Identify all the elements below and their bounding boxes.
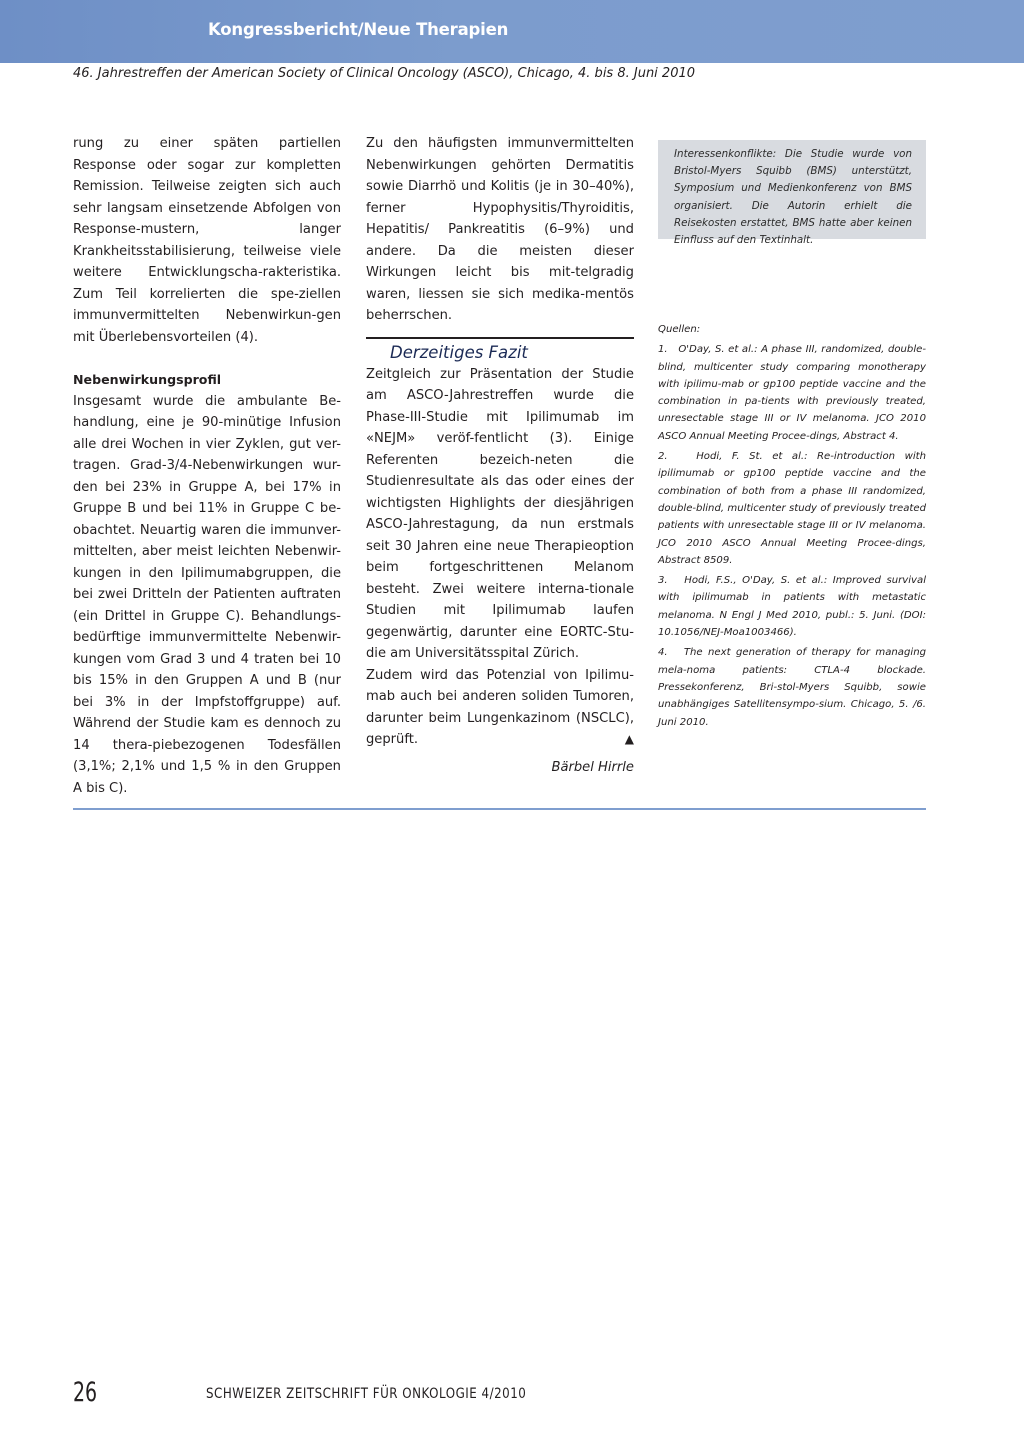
conflict-text: Interessenkonflikte: Die Studie wurde von Bristol-Myers Squibb (BMS) unterstützt, Symposium und Medienkonferenz von BMS organisiert. Die Autorin erhielt die Reisekosten erstattet, BMS hatte aber keinen Einfluss auf den Textinhalt. — [674, 148, 912, 247]
subheading-side-effects: Nebenwirkungsprofil — [73, 372, 222, 387]
page-number: 26 — [73, 1377, 98, 1408]
journal-name: SCHWEIZER ZEITSCHRIFT FÜR ONKOLOGIE 4/2010 — [206, 1386, 527, 1402]
author-name: Bärbel Hirrle — [551, 759, 634, 775]
header-band — [0, 0, 1024, 63]
reference-item: 2. Hodi, F. St. et al.: Re-introduction with ipilimumab or gp100 peptide vaccine and the combination of both from a phase III randomized, double-blind, multicenter study of previously treated patients with unresectable stage III or IV melanoma. JCO 2010 ASCO Annual Meeting Procee-dings, Abstract 8509. — [658, 451, 926, 566]
end-of-article-triangle-icon: ▲ — [624, 732, 634, 746]
paragraph: Zeitgleich zur Präsentation der Studie am ASCO-Jahrestreffen wurde die Phase-III-Studie mit Ipilimumab im «NEJM» veröf-fentlicht (3). Einige Referenten bezeich-neten die Studienresultate als das oder eines der wichtigsten Highlights der diesjährigen ASCO-Jahrestagung, da nun erstmals seit 30 Jahren eine neue Therapieoption beim fortgeschrittenen Melanom besteht. Zwei weitere interna-tionale Studien mit Ipilimumab laufen gegenwärtig, darunter eine EORTC-Stu-die am Universitätsspital Zürich. — [366, 366, 634, 661]
reference-item: 1. O'Day, S. et al.: A phase III, randomized, double-blind, multicenter study comparing monotherapy with ipilimu-mab or gp100 peptide vaccine and the combination in pa-tients with previously treated, unresectable stage III or IV melanoma. JCO 2010 ASCO Annual Meeting Procee-dings, Abstract 4. — [658, 344, 926, 442]
paragraph-text: Zudem wird das Potenzial von Ipilimu-mab auch bei anderen soliden Tumoren, darunter beim Lungenkazinom (NSCLC), geprüft. — [366, 667, 634, 747]
conflict-of-interest-box — [658, 140, 926, 247]
article-column-1 — [73, 133, 341, 799]
reference-item: 4. The next generation of therapy for managing mela-noma patients: CTLA-4 blockade. Pressekonferenz, Bri-stol-Myers Squibb, sowie unabhängiges Satellitensympo-sium. Chicago, 5. /6. Juni 2010. — [658, 647, 926, 728]
paragraph — [366, 665, 634, 751]
section-title: Kongressbericht/Neue Therapien — [208, 20, 509, 39]
paragraph: Zu den häufigsten immunvermittelten Nebenwirkungen gehörten Dermatitis sowie Diarrhö und Kolitis (je in 30–40%), ferner Hypophysitis/Thyroiditis, Hepatitis/ Pankreatitis (6–9%) und andere. Da die meisten dieser Wirkungen leicht bis mit-telgradig waren, liessen sie sich medika-mentös beherrschen. — [366, 136, 634, 323]
paragraph: rung zu einer späten partiellen Response oder sogar zur kompletten Remission. Teilweise zeigten sich auch sehr langsam einsetzende Abfolgen von Response-mustern, langer Krankheitsstabilisierung, teilweise viele weitere Entwicklungscha-rakteristika. Zum Teil korrelierten die spe-ziellen immunvermittelten Nebenwirkun-gen mit Überlebensvorteilen (4). — [73, 136, 341, 345]
divider — [73, 808, 926, 810]
references — [658, 321, 926, 734]
paragraph: Insgesamt wurde die ambulante Be-handlung, eine je 90-minütige Infusion alle drei Wochen in vier Zyklen, gut ver-tragen. Grad-3/4-Nebenwirkungen wur-den bei 23% in Gruppe A, bei 17% in Gruppe B und bei 11% in Gruppe C be-obachtet. Neuartig waren die immunver-mittelten, aber meist leichten Nebenwir-kungen in den Ipilimumabgruppen, die bei zwei Dritteln der Patienten auftraten (ein Drittel in Gruppe C). Behandlungs-bedürftige immunvermittelte Nebenwir-kungen vom Grad 3 und 4 traten bei 10 bis 15% in den Gruppen A und B (nur bei 3% in der Impfstoffgruppe) auf. Während der Studie kam es dennoch zu 14 thera-piebezogenen Todesfällen (3,1%; 2,1% und 1,5 % in den Gruppen A bis C). — [73, 393, 341, 796]
references-list — [658, 341, 926, 731]
references-label: Quellen: — [658, 324, 701, 335]
congress-subtitle: 46. Jahrestreffen der American Society of Clinical Oncology (ASCO), Chicago, 4. bis 8. Juni 2010 — [73, 66, 696, 81]
heading-conclusion: Derzeitiges Fazit — [366, 337, 634, 363]
article-column-2 — [366, 133, 634, 778]
reference-item: 3. Hodi, F.S., O'Day, S. et al.: Improved survival with ipilimumab in patients with metastatic melanoma. N Engl J Med 2010, publ.: 5. Juni. (DOI: 10.1056/NEJ-Moa1003466). — [658, 575, 926, 639]
